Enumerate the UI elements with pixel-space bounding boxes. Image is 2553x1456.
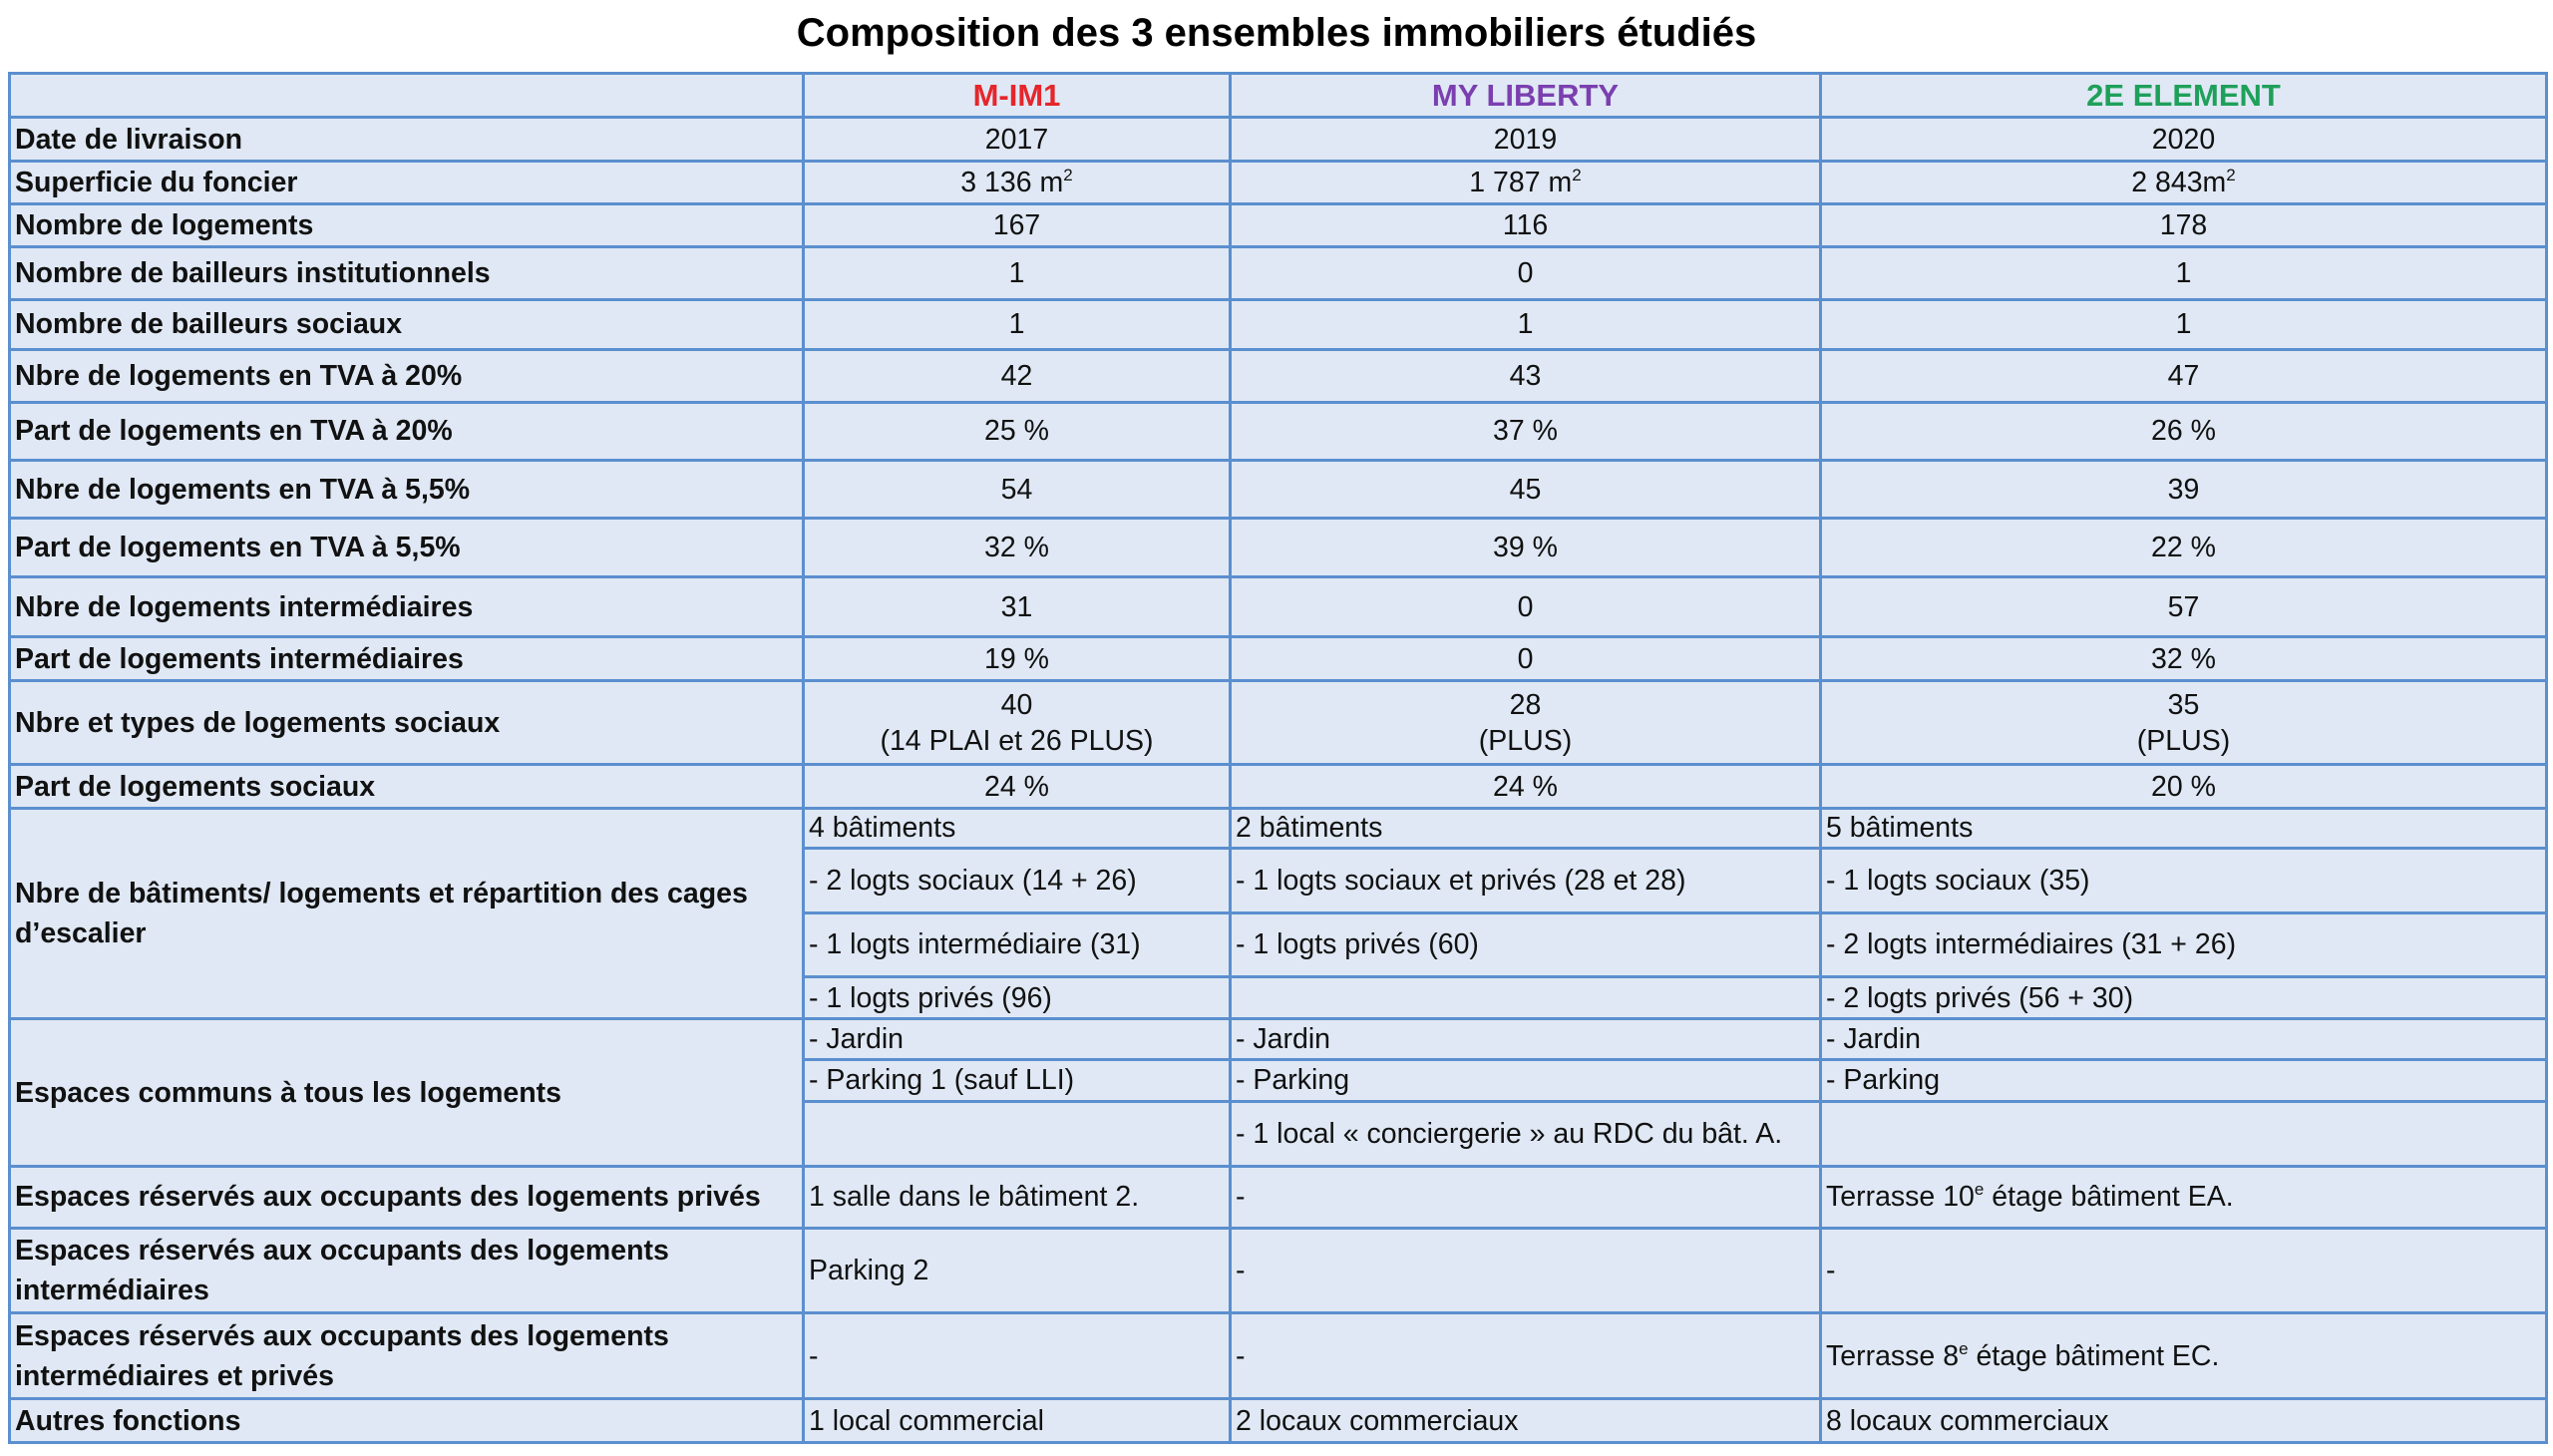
table-row: [10, 637, 2547, 680]
area-value: 1 787 m: [1469, 166, 1573, 198]
row-label: Nbre et types de logements sociaux: [10, 680, 804, 765]
cell-value: 45: [1231, 461, 1821, 519]
cell-value: - Jardin: [1231, 1019, 1821, 1059]
table-row: [10, 576, 2547, 636]
cell-value: [804, 680, 1231, 765]
cell-value: 0: [1231, 576, 1821, 636]
cell-value: 0: [1231, 637, 1821, 680]
row-label: Superficie du foncier: [10, 161, 804, 203]
table-row: [10, 765, 2547, 808]
cell-value: - 1 logts sociaux (35): [1821, 849, 2547, 913]
unit-exponent: 2: [2226, 165, 2236, 184]
cell-value: - Jardin: [804, 1019, 1231, 1059]
composition-table: [8, 72, 2548, 1444]
cell-value: - 1 logts privés (96): [804, 977, 1231, 1019]
cell-value: 1 local commercial: [804, 1399, 1231, 1443]
cell-value: [1821, 1102, 2547, 1167]
table-row: [10, 461, 2547, 519]
cell-value: 1: [1821, 247, 2547, 299]
cell-value: 19 %: [804, 637, 1231, 680]
row-label: Espaces réservés aux occupants des logements intermédiaires: [10, 1229, 804, 1313]
cell-value: 2017: [804, 118, 1231, 161]
cell-value: -: [804, 1312, 1231, 1399]
ordinal-suffix: e: [1959, 1338, 1969, 1358]
cell-value: 116: [1231, 204, 1821, 247]
cell-value: 5 bâtiments: [1821, 808, 2547, 848]
cell-value: -: [1231, 1166, 1821, 1229]
cell-value: 32 %: [1821, 637, 2547, 680]
terrace-text-rest: étage bâtiment EC.: [1968, 1339, 2220, 1372]
row-label: Nbre de logements intermédiaires: [10, 576, 804, 636]
table-row: [10, 299, 2547, 349]
cell-value: [804, 161, 1231, 203]
cell-value: - Jardin: [1821, 1019, 2547, 1059]
cell-value: 31: [804, 576, 1231, 636]
table-row: [10, 161, 2547, 203]
table-row: [10, 680, 2547, 765]
cell-value: 1: [1821, 299, 2547, 349]
cell-value: 8 locaux commerciaux: [1821, 1399, 2547, 1443]
header-empty-cell: [10, 74, 804, 118]
row-label: Part de logements intermédiaires: [10, 637, 804, 680]
cell-value: 2 bâtiments: [1231, 808, 1821, 848]
cell-value: 0: [1231, 247, 1821, 299]
cell-value: 2019: [1231, 118, 1821, 161]
cell-value: 39: [1821, 461, 2547, 519]
cell-value: 20 %: [1821, 765, 2547, 808]
table-row: [10, 1166, 2547, 1229]
cell-value: 1: [1231, 299, 1821, 349]
table-row: [10, 247, 2547, 299]
row-label: Nbre de bâtiments/ logements et répartition des cages d’escalier: [10, 808, 804, 1019]
cell-value: - 2 logts intermédiaires (31 + 26): [1821, 912, 2547, 977]
social-count: 28: [1509, 688, 1542, 721]
cell-value: 24 %: [1231, 765, 1821, 808]
social-types: (14 PLAI et 26 PLUS): [880, 724, 1154, 757]
cell-value: 42: [804, 350, 1231, 402]
unit-exponent: 2: [1063, 165, 1073, 184]
cell-value: Parking 2: [804, 1229, 1231, 1313]
table-row: [10, 204, 2547, 247]
row-label: Nbre de logements en TVA à 20%: [10, 350, 804, 402]
social-count: 40: [1000, 688, 1033, 721]
terrace-text: Terrasse 8: [1826, 1339, 1960, 1372]
cell-value: -: [1231, 1312, 1821, 1399]
row-label: Nombre de bailleurs institutionnels: [10, 247, 804, 299]
cell-value: 1 salle dans le bâtiment 2.: [804, 1166, 1231, 1229]
row-label: Date de livraison: [10, 118, 804, 161]
cell-value: [1231, 680, 1821, 765]
header-row: [10, 74, 2547, 118]
cell-value: [1821, 1166, 2547, 1229]
cell-value: [1821, 1312, 2547, 1399]
cell-value: - Parking: [1231, 1059, 1821, 1101]
social-types: (PLUS): [2136, 724, 2231, 757]
cell-value: 24 %: [804, 765, 1231, 808]
cell-value: - 1 local « conciergerie » au RDC du bât. A.: [1231, 1102, 1821, 1167]
cell-value: 57: [1821, 576, 2547, 636]
row-label: Nombre de logements: [10, 204, 804, 247]
row-label: Nbre de logements en TVA à 5,5%: [10, 461, 804, 519]
cell-value: - 1 logts intermédiaire (31): [804, 912, 1231, 977]
cell-value: 22 %: [1821, 519, 2547, 576]
social-count: 35: [2167, 688, 2200, 721]
row-label: Part de logements sociaux: [10, 765, 804, 808]
cell-value: 26 %: [1821, 402, 2547, 460]
cell-value: - 2 logts privés (56 + 30): [1821, 977, 2547, 1019]
cell-value: 4 bâtiments: [804, 808, 1231, 848]
row-label: Espaces communs à tous les logements: [10, 1019, 804, 1166]
header-2e-element: 2E ELEMENT: [1821, 74, 2547, 118]
cell-value: - 1 logts privés (60): [1231, 912, 1821, 977]
cell-value: - Parking: [1821, 1059, 2547, 1101]
cell-value: 178: [1821, 204, 2547, 247]
cell-value: [804, 1102, 1231, 1167]
cell-value: 32 %: [804, 519, 1231, 576]
table-row: [10, 519, 2547, 576]
cell-value: [1231, 161, 1821, 203]
header-m-im1: M-IM1: [804, 74, 1231, 118]
cell-value: 43: [1231, 350, 1821, 402]
row-label: Espaces réservés aux occupants des logements privés: [10, 1166, 804, 1229]
ordinal-suffix: e: [1974, 1180, 1985, 1200]
row-label: Espaces réservés aux occupants des logements intermédiaires et privés: [10, 1312, 804, 1399]
cell-value: -: [1821, 1229, 2547, 1313]
social-types: (PLUS): [1478, 724, 1573, 757]
cell-value: -: [1231, 1229, 1821, 1313]
cell-value: - 1 logts sociaux et privés (28 et 28): [1231, 849, 1821, 913]
terrace-text-rest: étage bâtiment EA.: [1984, 1181, 2234, 1214]
table-row: [10, 402, 2547, 460]
cell-value: 2 locaux commerciaux: [1231, 1399, 1821, 1443]
cell-value: 54: [804, 461, 1231, 519]
cell-value: [1821, 161, 2547, 203]
cell-value: 47: [1821, 350, 2547, 402]
cell-value: - Parking 1 (sauf LLI): [804, 1059, 1231, 1101]
row-label: Autres fonctions: [10, 1399, 804, 1443]
page-title: Composition des 3 ensembles immobiliers étudiés: [796, 11, 1757, 55]
table-row: [10, 118, 2547, 161]
cell-value: 1: [804, 247, 1231, 299]
table-row: [10, 1229, 2547, 1313]
table-row: [10, 350, 2547, 402]
cell-value: 167: [804, 204, 1231, 247]
row-label: Part de logements en TVA à 20%: [10, 402, 804, 460]
area-value: 2 843m: [2131, 166, 2227, 198]
cell-value: 39 %: [1231, 519, 1821, 576]
area-value: 3 136 m: [960, 166, 1064, 198]
unit-exponent: 2: [1572, 165, 1582, 184]
table-row: [10, 1312, 2547, 1399]
terrace-text: Terrasse 10: [1826, 1181, 1975, 1214]
header-my-liberty: MY LIBERTY: [1231, 74, 1821, 118]
cell-value: 2020: [1821, 118, 2547, 161]
cell-value: 37 %: [1231, 402, 1821, 460]
cell-value: 1: [804, 299, 1231, 349]
table-row: [10, 808, 2547, 848]
row-label: Nombre de bailleurs sociaux: [10, 299, 804, 349]
table-row: [10, 1019, 2547, 1059]
cell-value: [1231, 977, 1821, 1019]
table-row: [10, 1399, 2547, 1443]
cell-value: - 2 logts sociaux (14 + 26): [804, 849, 1231, 913]
row-label: Part de logements en TVA à 5,5%: [10, 519, 804, 576]
cell-value: 25 %: [804, 402, 1231, 460]
cell-value: [1821, 680, 2547, 765]
